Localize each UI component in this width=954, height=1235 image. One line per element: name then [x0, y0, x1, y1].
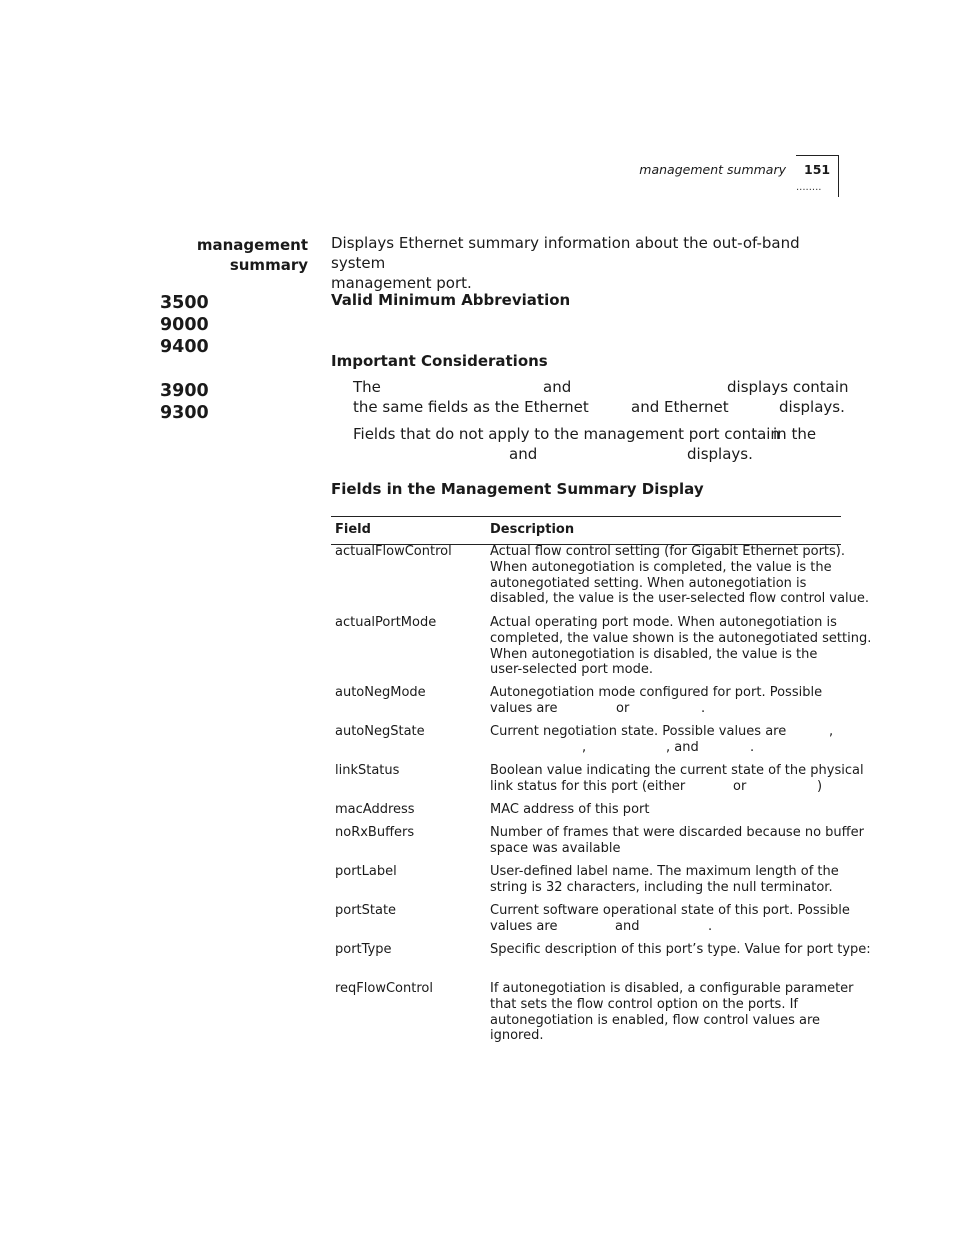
field-name: autoNegMode: [335, 685, 426, 700]
description-line: Current software operational state of this port. Possible: [490, 903, 850, 918]
description-line: Autonegotiation mode configured for port. Possible: [490, 685, 823, 700]
text-fragment: displays.: [687, 445, 753, 463]
description-line: autonegotiation is enabled, flow control values are: [490, 1012, 821, 1028]
text-fragment: displays contain: [727, 378, 849, 396]
description-line: Number of frames that were discarded because no buffer: [490, 825, 864, 840]
text-fragment: and: [543, 378, 572, 396]
description-line: Actual flow control setting (for Gigabit Ethernet ports).: [490, 544, 845, 559]
page-number: 151: [804, 162, 831, 177]
description-line: [490, 724, 840, 740]
heading-fields-display: Fields in the Management Summary Display: [331, 480, 704, 498]
field-name: noRxBuffers: [335, 825, 415, 840]
description-line: [490, 779, 840, 795]
platform-number: 3500: [160, 293, 209, 313]
field-name: macAddress: [335, 802, 415, 817]
intro-paragraph: [331, 233, 831, 293]
field-name: actualPortMode: [335, 615, 437, 630]
platform-group-a: [160, 292, 209, 358]
text-fragment: and Ethernet: [631, 398, 729, 416]
field-description: [490, 724, 840, 756]
text-fragment: link status for this port (either: [490, 778, 686, 794]
intro-line: management port.: [331, 274, 472, 292]
text-fragment: Fields that do not apply to the management port contain: [353, 425, 780, 443]
platform-group-b: [160, 380, 209, 424]
consideration-paragraph-1: [353, 377, 849, 417]
field-description: [490, 802, 840, 818]
description-line: Boolean value indicating the current state of the physical: [490, 763, 864, 778]
description-line: [490, 740, 840, 756]
description-line: If autonegotiation is disabled, a configurable parameter: [490, 981, 854, 996]
text-fragment: in the: [773, 425, 817, 443]
description-line: completed, the value shown is the autonegotiated setting.: [490, 630, 872, 646]
running-header-title: management summary: [639, 162, 786, 177]
text-fragment: or: [616, 700, 630, 716]
field-name: autoNegState: [335, 724, 425, 739]
field-name: portState: [335, 903, 397, 918]
description-line: [490, 919, 840, 935]
field-description: [490, 981, 854, 1044]
field-name: reqFlowControl: [335, 981, 433, 996]
field-description: [490, 615, 872, 678]
heading-valid-abbreviation: Valid Minimum Abbreviation: [331, 291, 571, 309]
platform-number: 9400: [160, 337, 209, 357]
page-dots-ornament: ........: [796, 182, 822, 193]
command-title-line1: management: [196, 236, 308, 254]
text-fragment: Current negotiation state. Possible values are: [490, 724, 787, 739]
text-fragment: displays.: [779, 398, 845, 416]
text-fragment: The: [353, 378, 381, 396]
text-fragment: and: [615, 918, 640, 934]
field-name: actualFlowControl: [335, 544, 452, 559]
field-description: [490, 903, 850, 935]
column-header-description: Description: [490, 522, 575, 537]
description-line: autonegotiated setting. When autonegotiation is: [490, 575, 807, 591]
table-header-row: [331, 517, 841, 545]
field-name: portType: [335, 942, 392, 957]
description-line: When autonegotiation is disabled, the value is the: [490, 646, 818, 662]
heading-important-considerations: Important Considerations: [331, 352, 548, 370]
description-line: that sets the flow control option on the ports. If: [490, 996, 799, 1012]
text-fragment: ): [817, 778, 823, 794]
field-description: [490, 763, 864, 795]
field-name: linkStatus: [335, 763, 400, 778]
field-description: [490, 942, 871, 958]
text-fragment: ,: [829, 724, 834, 739]
description-line: When autonegotiation is completed, the value is the: [490, 559, 832, 575]
description-line: space was available: [490, 840, 621, 856]
description-line: MAC address of this port: [490, 802, 650, 817]
text-fragment: the same fields as the Ethernet: [353, 398, 589, 416]
description-line: Specific description of this port’s type. Value for port type:: [490, 942, 871, 957]
text-fragment: , and: [666, 739, 699, 755]
description-line: Actual operating port mode. When autonegotiation is: [490, 615, 837, 630]
description-line: user-selected port mode.: [490, 662, 654, 678]
platform-number: 9000: [160, 315, 209, 335]
platform-number: 3900: [160, 381, 209, 401]
text-fragment: .: [701, 700, 706, 716]
text-fragment: values are: [490, 918, 558, 934]
page-number-box: [796, 155, 839, 197]
fields-table: [331, 516, 872, 1044]
description-line: string is 32 characters, including the null terminator.: [490, 879, 833, 895]
text-fragment: and: [509, 445, 538, 463]
field-description: [490, 544, 870, 607]
intro-line: Displays Ethernet summary information about the out-of-band system: [331, 234, 800, 272]
command-title: [160, 235, 308, 275]
field-description: [490, 825, 864, 857]
text-fragment: .: [750, 739, 755, 755]
field-description: [490, 685, 840, 717]
text-fragment: ,: [582, 739, 587, 755]
field-description: [490, 864, 840, 896]
text-fragment: or: [733, 778, 747, 794]
description-line: [490, 701, 840, 717]
platform-number: 9300: [160, 403, 209, 423]
consideration-paragraph-2: [353, 424, 838, 464]
command-title-line2: summary: [229, 256, 308, 274]
field-name: portLabel: [335, 864, 397, 879]
description-line: disabled, the value is the user-selected flow control value.: [490, 591, 870, 607]
description-line: User-defined label name. The maximum length of the: [490, 864, 839, 879]
text-fragment: values are: [490, 700, 558, 716]
column-header-field: Field: [335, 522, 371, 537]
text-fragment: .: [708, 918, 713, 934]
description-line: ignored.: [490, 1028, 544, 1044]
